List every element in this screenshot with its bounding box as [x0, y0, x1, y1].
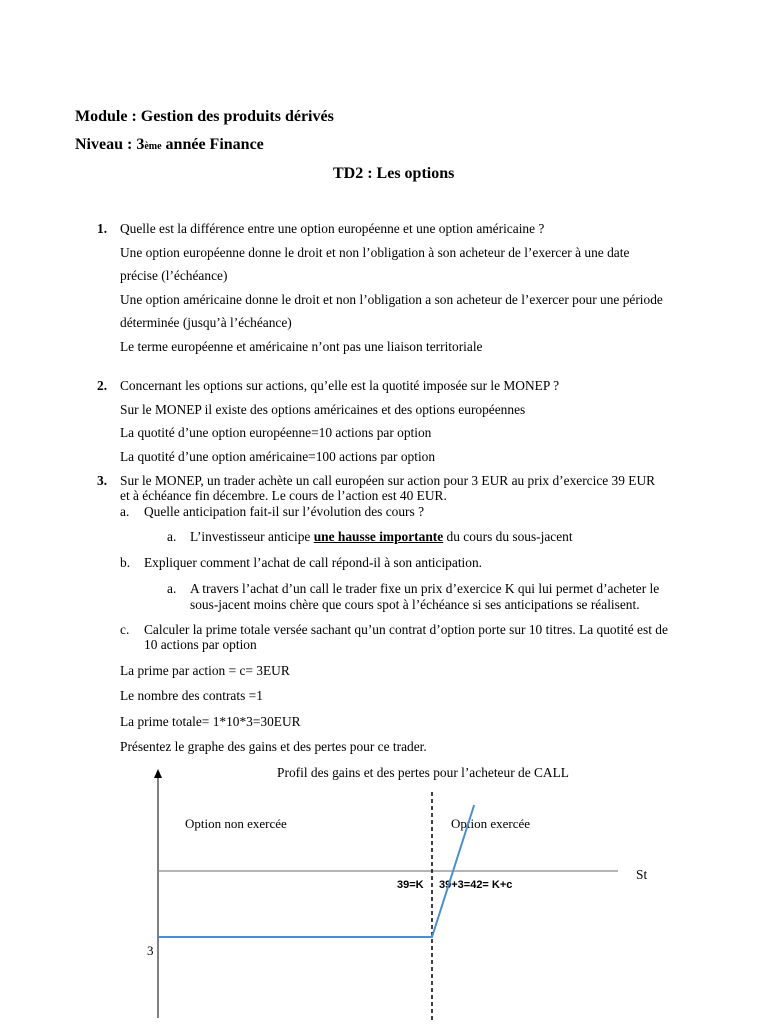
- y-tick-label: 3: [147, 943, 154, 958]
- q3c-label: c.: [120, 622, 130, 637]
- q3a-question: Quelle anticipation fait-il sur l’évolution des cours ?: [144, 504, 425, 519]
- level-suffix: année Finance: [161, 136, 264, 153]
- q3b-label: b.: [120, 555, 131, 570]
- x-axis-label: St: [636, 867, 648, 882]
- q1-question: Quelle est la différence entre une option européenne et une option américaine ?: [120, 221, 545, 236]
- q2-answer-line: La quotité d’une option européenne=10 actions par option: [120, 425, 432, 440]
- q3-number: 3.: [97, 473, 108, 488]
- module-title: Module : Gestion des produits dérivés: [75, 108, 334, 125]
- q2-answer-line: Sur le MONEP il existe des options américaines et des options européennes: [120, 402, 526, 417]
- region-label-exercised: Option exercée: [451, 816, 531, 831]
- strike-label: 39=K: [397, 879, 424, 891]
- page-title: TD2 : Les options: [333, 165, 455, 182]
- q3a-label: a.: [120, 504, 130, 519]
- q3-result-line: La prime par action = c= 3EUR: [120, 663, 290, 678]
- chart-title: Profil des gains et des pertes pour l’acheteur de CALL: [277, 765, 569, 780]
- q1-answer-line: précise (l’échéance): [120, 268, 228, 283]
- q3a-answer-label: a.: [167, 529, 177, 544]
- q3c-question-line1: Calculer la prime totale versée sachant qu’un contrat d’option porte sur 10 titres. La quotité est de: [144, 622, 668, 637]
- q2-answer-line: La quotité d’une option américaine=100 actions par option: [120, 449, 436, 464]
- q3a-answer-emphasis: une hausse importante: [313, 529, 444, 544]
- q3-result-line: Le nombre des contrats =1: [120, 688, 263, 703]
- level-line: [75, 136, 264, 154]
- q1-number: 1.: [97, 221, 108, 236]
- payoff-chart: [0, 760, 768, 1024]
- q3a-answer-post: du cours du sous-jacent: [443, 529, 573, 544]
- q3b-answer-label: a.: [167, 581, 177, 596]
- q3-question-line2: et à échéance fin décembre. Le cours de l’action est 40 EUR.: [120, 488, 447, 503]
- breakeven-label: 39+3=42= K+c: [439, 879, 513, 891]
- q3a-answer: [190, 529, 573, 545]
- level-prefix: Niveau : 3: [75, 136, 145, 153]
- level-superscript: ème: [144, 141, 162, 152]
- q1-answer-line: Le terme européenne et américaine n’ont pas une liaison territoriale: [120, 339, 483, 354]
- q3b-answer-line2: sous-jacent moins chère que cours spot à l’échéance si ses anticipations se réalisent.: [190, 597, 640, 612]
- q2-question: Concernant les options sur actions, qu’elle est la quotité imposée sur le MONEP ?: [120, 378, 560, 393]
- q3b-question: Expliquer comment l’achat de call répond-il à son anticipation.: [144, 555, 482, 570]
- q3-instruction: Présentez le graphe des gains et des pertes pour ce trader.: [120, 739, 427, 754]
- y-axis-arrow: [154, 769, 162, 778]
- q1-answer-line: Une option américaine donne le droit et non l’obligation a son acheteur de l’exercer pour une période: [120, 292, 663, 307]
- region-label-not-exercised: Option non exercée: [185, 816, 287, 831]
- q3a-answer-pre: L’investisseur anticipe: [190, 529, 314, 544]
- q3c-question-line2: 10 actions par option: [144, 637, 257, 652]
- q1-answer-line: Une option européenne donne le droit et non l’obligation à son acheteur de l’exercer à une date: [120, 245, 630, 260]
- q1-answer-line: déterminée (jusqu’à l’échéance): [120, 315, 292, 330]
- q3-result-line: La prime totale= 1*10*3=30EUR: [120, 714, 301, 729]
- q3-question-line1: Sur le MONEP, un trader achète un call européen sur action pour 3 EUR au prix d’exercice 39 EUR: [120, 473, 656, 488]
- q2-number: 2.: [97, 378, 108, 393]
- q3b-answer-line1: A travers l’achat d’un call le trader fixe un prix d’exercice K qui lui permet d’acheter le: [190, 581, 660, 596]
